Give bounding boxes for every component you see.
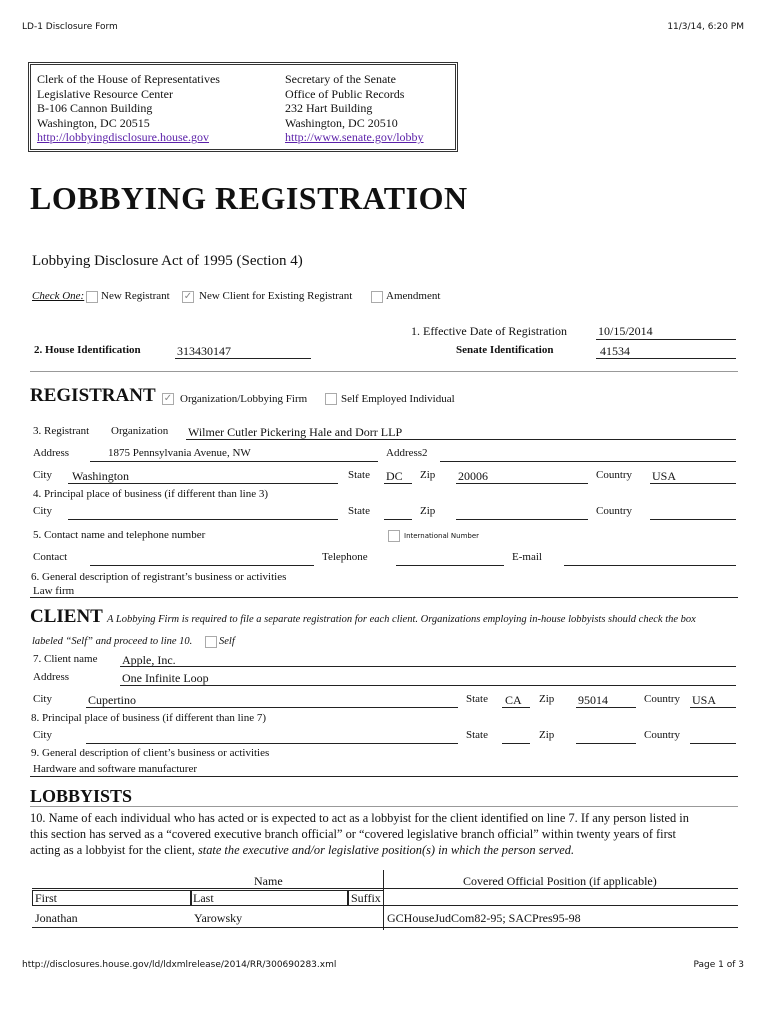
organization-label: Organization	[111, 425, 169, 437]
email-label: E-mail	[512, 551, 542, 563]
name-column-header: Name	[254, 874, 283, 888]
browser-page-title: LD-1 Disclosure Form	[22, 22, 118, 32]
house-address-line: Washington, DC 20515	[37, 115, 150, 130]
lobbyists-instructions-3a: acting as a lobbyist for the client,	[30, 843, 195, 857]
client-business-value[interactable]: Hardware and software manufacturer	[33, 763, 197, 775]
check-one-label: Check One:	[32, 290, 85, 302]
new-registrant-label: New Registrant	[101, 290, 170, 302]
registrant-country-value[interactable]: USA	[652, 469, 677, 483]
registrant-address-label: Address	[33, 447, 70, 459]
self-checkbox[interactable]	[205, 636, 217, 648]
registrant-zip-label: Zip	[420, 469, 436, 481]
organization-value[interactable]: Wilmer Cutler Pickering Hale and Dorr LLP	[188, 425, 403, 439]
client-state-value[interactable]: CA	[505, 693, 522, 707]
client-principal-state-label: State	[466, 729, 488, 741]
registrant-city-label: City	[33, 469, 52, 481]
house-id-value[interactable]: 313430147	[177, 344, 231, 358]
client-country-label: Country	[644, 693, 681, 705]
senate-address-line: 232 Hart Building	[285, 101, 373, 116]
client-city-value[interactable]: Cupertino	[88, 693, 136, 707]
client-principal-zip-label: Zip	[539, 729, 555, 741]
amendment-checkbox[interactable]	[371, 291, 383, 303]
telephone-label: Telephone	[322, 551, 368, 563]
client-principal-country-label: Country	[644, 729, 681, 741]
suffix-column-header: Suffix	[348, 890, 384, 906]
client-name-value[interactable]: Apple, Inc.	[122, 653, 176, 667]
new-registrant-checkbox[interactable]	[86, 291, 98, 303]
form-subtitle: Lobbying Disclosure Act of 1995 (Section 4)	[32, 253, 303, 269]
registrant-business-label: 6. General description of registrant’s business or activities	[31, 571, 287, 583]
effective-date-value[interactable]: 10/15/2014	[598, 324, 653, 338]
registrant-heading: REGISTRANT	[30, 385, 156, 406]
new-client-label: New Client for Existing Registrant	[199, 290, 353, 302]
client-business-label: 9. General description of client’s business or activities	[31, 747, 270, 759]
client-principal-city-label: City	[33, 729, 52, 741]
new-client-checkbox[interactable]: ✓	[183, 291, 193, 302]
registrant-address-value[interactable]: 1875 Pennsylvania Avenue, NW	[108, 447, 251, 459]
lobbyist-last-name[interactable]: Yarowsky	[194, 911, 243, 925]
form-title: LOBBYING REGISTRATION	[30, 180, 468, 216]
contact-section-label: 5. Contact name and telephone number	[33, 529, 206, 541]
house-address	[37, 72, 220, 145]
client-zip-label: Zip	[539, 693, 555, 705]
house-lobbying-link[interactable]: http://lobbyingdisclosure.house.gov	[37, 130, 209, 145]
self-employed-checkbox[interactable]	[325, 393, 337, 405]
client-zip-value[interactable]: 95014	[578, 693, 608, 707]
print-datetime: 11/3/14, 6:20 PM	[667, 22, 744, 32]
registrant-state-label: State	[348, 469, 370, 481]
client-heading: CLIENT	[30, 606, 103, 627]
principal-country-label: Country	[596, 505, 633, 517]
client-note-line2: labeled “Self” and proceed to line 10.	[32, 636, 193, 647]
principal-state-label: State	[348, 505, 370, 517]
registrant-city-value[interactable]: Washington	[72, 469, 130, 483]
house-address-line: B-106 Cannon Building	[37, 101, 153, 116]
international-number-label: International Number	[404, 532, 480, 540]
address-box	[28, 62, 458, 152]
page-number: Page 1 of 3	[693, 960, 744, 970]
client-name-label: 7. Client name	[33, 653, 98, 665]
client-state-label: State	[466, 693, 488, 705]
registrant-state-value[interactable]: DC	[386, 469, 403, 483]
lobbyist-covered-position[interactable]: GCHouseJudCom82-95; SACPres95-98	[387, 911, 581, 925]
registrant-line-label: 3. Registrant	[33, 425, 90, 437]
senate-address-line: Washington, DC 20510	[285, 115, 398, 130]
contact-label: Contact	[33, 551, 68, 563]
lobbyists-instructions-1: 10. Name of each individual who has acted or is expected to act as a lobbyist for the client identified on line 7. If any person listed in	[30, 811, 689, 825]
lobbyists-heading: LOBBYISTS	[30, 786, 133, 806]
lobbyists-instructions-3b: state the executive and/or legislative position(s) in which the person served.	[197, 843, 575, 857]
senate-lobby-link[interactable]: http://www.senate.gov/lobby	[285, 130, 424, 145]
lobbyist-first-name[interactable]: Jonathan	[35, 911, 78, 925]
last-column-header: Last	[190, 890, 348, 906]
house-address-line: Legislative Resource Center	[37, 86, 173, 101]
senate-address-line: Office of Public Records	[285, 86, 405, 101]
client-address-value[interactable]: One Infinite Loop	[122, 671, 209, 685]
self-employed-label: Self Employed Individual	[341, 393, 455, 405]
registrant-country-label: Country	[596, 469, 633, 481]
house-address-line: Clerk of the House of Representatives	[37, 72, 220, 86]
client-principal-place-label: 8. Principal place of business (if different than line 7)	[31, 712, 267, 724]
position-column-header: Covered Official Position (if applicable)	[463, 874, 657, 888]
effective-date-label: 1. Effective Date of Registration	[411, 324, 568, 338]
lobbyists-instructions-2: this section has served as a “covered executive branch official” or “covered legislative branch official” within twenty years of first	[30, 827, 677, 841]
house-id-label: 2. House Identification	[34, 344, 141, 356]
senate-id-label: Senate Identification	[456, 344, 554, 356]
lobbyists-instructions-3	[30, 843, 574, 858]
international-number-checkbox[interactable]	[388, 530, 400, 542]
registrant-business-value[interactable]: Law firm	[33, 585, 75, 597]
client-address-label: Address	[33, 671, 70, 683]
registrant-address2-label: Address2	[386, 447, 428, 459]
org-firm-checkbox[interactable]: ✓	[163, 393, 173, 404]
org-firm-label: Organization/Lobbying Firm	[180, 393, 308, 405]
senate-id-value[interactable]: 41534	[600, 344, 630, 358]
first-column-header: First	[32, 890, 192, 906]
footer-url[interactable]: http://disclosures.house.gov/ld/ldxmlrelease/2014/RR/300690283.xml	[22, 960, 337, 970]
registrant-zip-value[interactable]: 20006	[458, 469, 488, 483]
principal-zip-label: Zip	[420, 505, 436, 517]
principal-place-label: 4. Principal place of business (if different than line 3)	[33, 488, 269, 500]
senate-address	[285, 72, 424, 145]
self-label: Self	[219, 636, 235, 647]
client-city-label: City	[33, 693, 52, 705]
amendment-label: Amendment	[386, 290, 441, 302]
client-country-value[interactable]: USA	[692, 693, 717, 707]
senate-address-line: Secretary of the Senate	[285, 72, 396, 86]
principal-city-label: City	[33, 505, 52, 517]
client-note-line1: A Lobbying Firm is required to file a separate registration for each client. Organizations employing in-house lobbyists should check the box	[107, 614, 696, 625]
